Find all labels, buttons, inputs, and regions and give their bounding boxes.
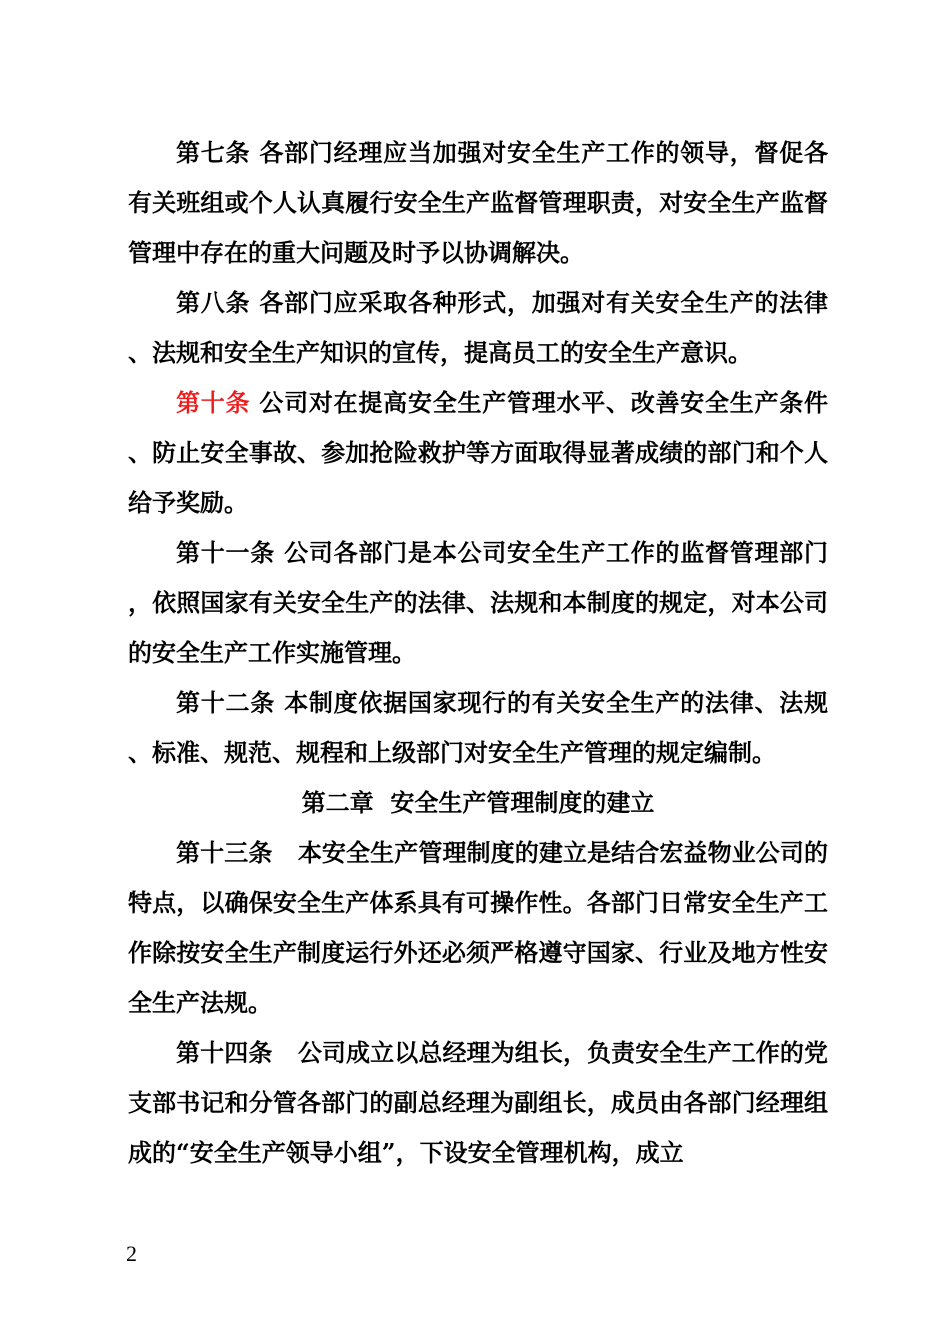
article-12-paragraph	[128, 678, 828, 778]
chapter-heading	[128, 778, 828, 828]
article-text: 公司各部门是本公司安全生产工作的监督管理部门，依照国家有关安全生产的法律、法规和本制度的规定，对本公司的安全生产工作实施管理。	[128, 538, 829, 667]
article-number: 第十三条	[176, 838, 273, 867]
article-text: 本安全生产管理制度的建立是结合宏益物业公司的特点，以确保安全生产体系具有可操作性。各部门日常安全生产工作除按安全生产制度运行外还必须严格遵守国家、行业及地方性安全生产法规。	[128, 838, 829, 1017]
article-text: 公司成立以总经理为组长，负责安全生产工作的党支部书记和分管各部门的副总经理为副组长，成员由各部门经理组成的“安全生产领导小组”，下设安全管理机构，成立	[128, 1038, 829, 1167]
article-text: 各部门应采取各种形式，加强对有关安全生产的法律、法规和安全生产知识的宣传，提高员工的安全生产意识。	[128, 288, 829, 367]
chapter-heading-text: 第二章 安全生产管理制度的建立	[301, 788, 655, 817]
document-body	[128, 128, 828, 1178]
article-8-paragraph	[128, 278, 828, 378]
article-number: 第十二条	[176, 688, 276, 717]
article-separator	[275, 688, 284, 717]
article-separator	[275, 538, 284, 567]
article-13-paragraph	[128, 828, 828, 1028]
article-number: 第十四条	[176, 1038, 273, 1067]
article-number: 第十一条	[176, 538, 276, 567]
article-14-paragraph	[128, 1028, 828, 1178]
article-text: 各部门经理应当加强对安全生产工作的领导，督促各有关班组或个人认真履行安全生产监督管理职责，对安全生产监督管理中存在的重大问题及时予以协调解决。	[128, 138, 829, 267]
article-number: 第七条	[176, 138, 251, 167]
article-7-paragraph	[128, 128, 828, 278]
article-separator	[272, 838, 297, 867]
article-10-paragraph	[128, 378, 828, 528]
article-number: 第八条	[176, 288, 251, 317]
article-separator	[272, 1038, 297, 1067]
page-number: 2	[126, 1241, 137, 1266]
article-number-highlighted: 第十条	[176, 388, 251, 417]
article-text: 本制度依据国家现行的有关安全生产的法律、法规、标准、规范、规程和上级部门对安全生产管理的规定编制。	[128, 688, 829, 767]
article-text: 公司对在提高安全生产管理水平、改善安全生产条件、防止安全事故、参加抢险救护等方面取得显著成绩的部门和个人给予奖励。	[128, 388, 829, 517]
article-11-paragraph	[128, 528, 828, 678]
